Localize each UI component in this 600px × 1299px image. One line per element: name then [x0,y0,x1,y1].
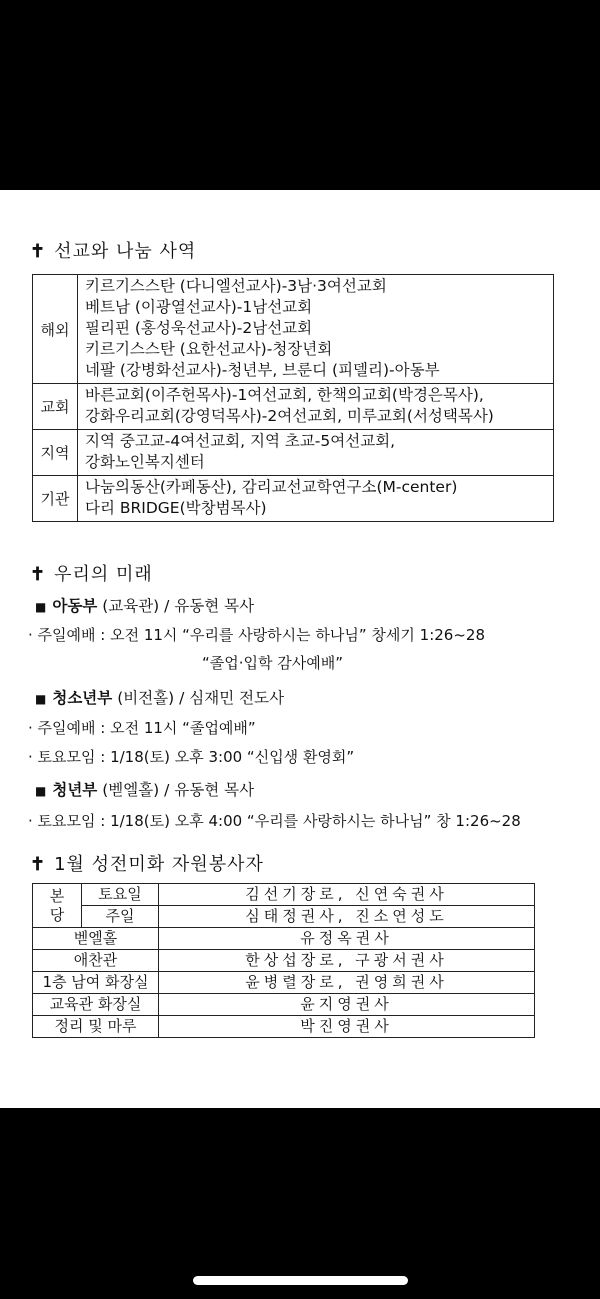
table-row [33,275,554,384]
names-cell: 유정옥권사 [159,928,535,950]
volunteers-section-title: ✝ 1월 성전미화 자원봉사자 [30,854,264,875]
category-cell: 지역 [33,430,78,476]
square-bullet-icon: ■ [35,600,47,614]
names-cell: 김선기장로, 신연숙권사 [159,884,535,906]
place-cell: 벧엘홀 [33,928,159,950]
category-cell: 기관 [33,476,78,522]
names-cell: 심태정권사, 진소연성도 [159,906,535,928]
table-row [33,994,535,1016]
square-bullet-icon: ■ [35,692,47,706]
mission-section-title: ✝ 선교와 나눔 사역 [30,241,197,262]
table-row [33,384,554,430]
table-row [33,476,554,522]
volunteer-table [32,883,535,1038]
table-row [33,430,554,476]
cross-icon: ✝ [30,854,47,875]
place-cell: 교육관 화장실 [33,994,159,1016]
place-cell: 토요일 [82,884,159,906]
table-row [33,950,535,972]
place-cell: 주일 [82,906,159,928]
table-row [33,928,535,950]
youth-dept-heading: ■ 청소년부 (비전홀) / 심재민 전도사 [35,689,285,707]
bulletin-page [0,190,600,1108]
names-cell: 박진영권사 [159,1016,535,1038]
place-cell: 애찬관 [33,950,159,972]
service-line: · 주일예배 : 오전 11시 “졸업예배” [28,719,256,737]
future-section-title: ✝ 우리의 미래 [30,564,153,585]
detail-cell: 바른교회(이주헌목사)-1여선교회, 한책의교회(박경은목사), 강화우리교회(강영덕목사)-2여선교회, 미루교회(서성택목사) [78,384,554,430]
cross-icon: ✝ [30,564,47,585]
table-row [33,972,535,994]
children-dept-heading: ■ 아동부 (교육관) / 유동현 목사 [35,597,255,615]
names-cell: 윤병렬장로, 권영희권사 [159,972,535,994]
table-row [33,884,535,906]
service-line: · 토요모임 : 1/18(토) 오후 3:00 “신입생 환영회” [28,748,355,766]
names-cell: 윤지영권사 [159,994,535,1016]
category-cell: 교회 [33,384,78,430]
detail-cell: 지역 중고교-4여선교회, 지역 초교-5여선교회, 강화노인복지센터 [78,430,554,476]
service-line: “졸업·입학 감사예배” [202,654,343,672]
square-bullet-icon: ■ [35,784,47,798]
category-cell: 해외 [33,275,78,384]
names-cell: 한상섭장로, 구광서권사 [159,950,535,972]
mission-table [32,274,554,522]
young-adult-dept-heading: ■ 청년부 (벧엘홀) / 유동현 목사 [35,781,255,799]
cross-icon: ✝ [30,241,47,262]
table-row [33,1016,535,1038]
service-line: · 주일예배 : 오전 11시 “우리를 사랑하시는 하나님” 창세기 1:26~28 [28,626,485,644]
service-line: · 토요모임 : 1/18(토) 오후 4:00 “우리를 사랑하시는 하나님” 창 1:26~28 [28,812,521,830]
place-cell: 1층 남여 화장실 [33,972,159,994]
main-sanctuary-cell: 본 당 [33,884,82,928]
detail-cell: 키르기스스탄 (다니엘선교사)-3남·3여선교회 베트남 (이광열선교사)-1남선교회 필리핀 (홍성욱선교사)-2남선교회 키르기스스탄 (요한선교사)-청장년회 네팔 (강병화선교사)-청년부, 브룬디 (피델리)-아동부 [78,275,554,384]
home-indicator[interactable] [193,1276,408,1285]
place-cell: 정리 및 마루 [33,1016,159,1038]
table-row [33,906,535,928]
detail-cell: 나눔의동산(카페동산), 감리교선교학연구소(M-center) 다리 BRIDGE(박창범목사) [78,476,554,522]
